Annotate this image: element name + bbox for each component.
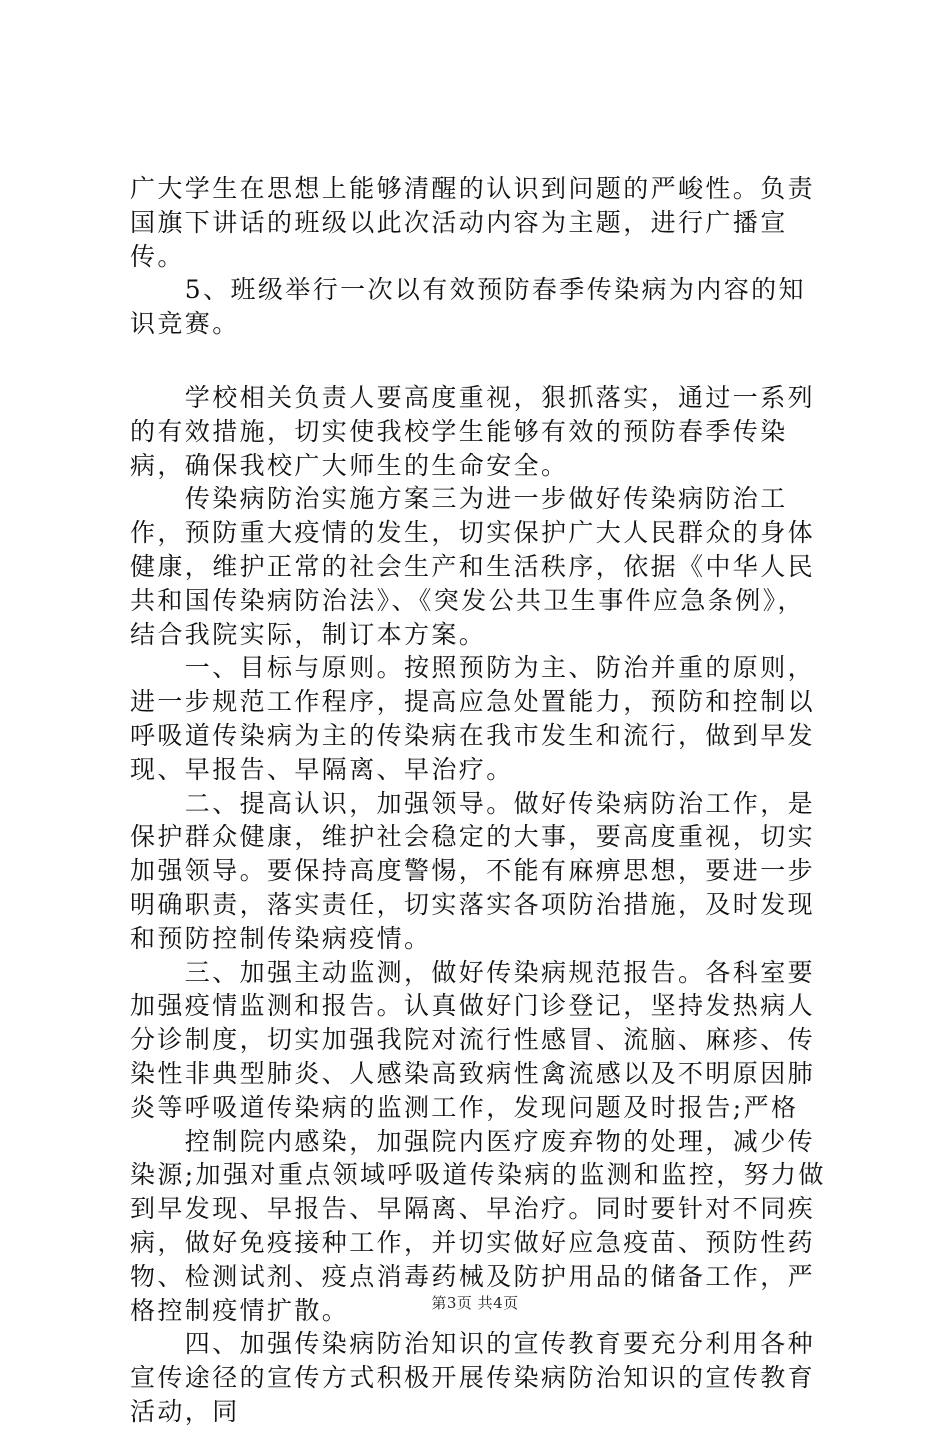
paragraph: 5、班级举行一次以有效预防春季传染病为内容的知识竞赛。 xyxy=(130,275,806,339)
paragraph-gap xyxy=(130,341,830,381)
paragraph: 广大学生在思想上能够清醒的认识到问题的严峻性。负责国旗下讲话的班级以此次活动内容为主题，进行广播宣传。 xyxy=(130,174,816,271)
paragraph: 学校相关负责人要高度重视，狠抓落实，通过一系列的有效措施，切实使我校学生能够有效的预防春季传染病，确保我校广大师生的生命安全。 xyxy=(130,382,816,480)
page-number: 第3页 共4页 xyxy=(431,1294,519,1312)
paragraph: 二、提高认识，加强领导。做好传染病防治工作，是保护群众健康，维护社会稳定的大事，要高度重视，切实加强领导。要保持高度警惕，不能有麻痹思想，要进一步明确职责，落实责任，切实落实各项防治措施，及时发现和预防控制传染病疫情。 xyxy=(130,788,816,953)
document-body xyxy=(130,172,830,1429)
paragraph: 一、目标与原则。按照预防为主、防治并重的原则，进一步规范工作程序，提高应急处置能力，预防和控制以呼吸道传染病为主的传染病在我市发生和流行，做到早发现、早报告、早隔离、早治疗。 xyxy=(130,653,816,784)
page-footer xyxy=(0,1292,950,1313)
paragraph: 四、加强传染病防治知识的宣传教育要充分利用各种宣传途径的宣传方式积极开展传染病防治知识的宣传教育活动，同 xyxy=(130,1329,816,1426)
paragraph: 三、加强主动监测，做好传染病规范报告。各科室要加强疫情监测和报告。认真做好门诊登记，坚持发热病人分诊制度，切实加强我院对流行性感冒、流脑、麻疹、传染性非典型肺炎、人感染高致病性禽流感以及不明原因肺炎等呼吸道传染病的监测工作，发现问题及时报告;严格 xyxy=(130,957,816,1122)
paragraph: 传染病防治实施方案三为进一步做好传染病防治工作，预防重大疫情的发生，切实保护广大人民群众的身体健康，维护正常的社会生产和生活秩序，依据《中华人民共和国传染病防治法》、《突发公共卫生事件应急条例》，结合我院实际，制订本方案。 xyxy=(130,484,816,649)
paragraph: 控制院内感染，加强院内医疗废弃物的处理，减少传染源;加强对重点领域呼吸道传染病的监测和监控，努力做到早发现、早报告、早隔离、早治疗。同时要针对不同疾病，做好免疫接种工作，并切实做好应急疫苗、预防性药物、检测试剂、疫点消毒药械及防护用品的储备工作，严格控制疫情扩散。 xyxy=(130,1126,826,1325)
